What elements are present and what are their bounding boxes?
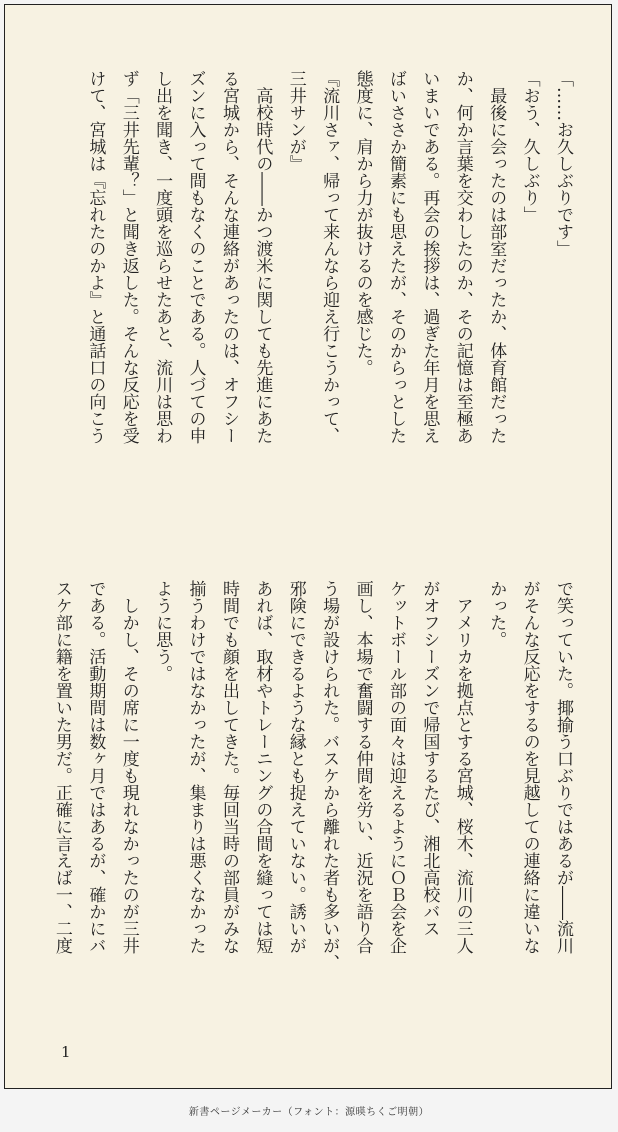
text-line: 高校時代の――かつ渡米に関しても先進にあた <box>252 70 273 444</box>
text-line: ズンに入って間もなくのことである。人づての申 <box>185 70 206 444</box>
text-line: 態度に、肩から力が抜けるのを感じた。 <box>352 70 373 376</box>
text-column-top <box>49 70 579 535</box>
text-line: か、何か言葉を交わしたのか、その記憶は至極あ <box>452 70 473 444</box>
text-line: アメリカを拠点とする宮城、桜木、流川の三人 <box>452 580 473 954</box>
text-line: ケットボール部の面々は迎えるようにＯＢ会を企 <box>385 580 406 954</box>
text-line: かった。 <box>486 580 507 648</box>
text-line: である。活動期間は数ヶ月ではあるが、確かにバ <box>85 580 106 954</box>
text-line: 邪険にできるような縁とも捉えていない。誘いが <box>285 580 306 954</box>
text-line: ように思う。 <box>152 580 173 682</box>
text-line: しかし、その席に一度も現れなかったのが三井 <box>118 580 139 954</box>
text-line: いまいである。再会の挨拶は、過ぎた年月を思え <box>419 70 440 444</box>
text-line: 画し、本場で奮闘する仲間を労い、近況を語り合 <box>352 580 373 954</box>
text-line: る宮城から、そんな連絡があったのは、オフシー <box>218 70 239 444</box>
text-line: 『流川さァ、帰って来んなら迎え行こうかって、 <box>319 70 340 444</box>
text-line: がそんな反応をするのを見越しての連絡に違いな <box>519 580 540 954</box>
text-line: し出を聞き、一度頭を巡らせたあと、流川は思わ <box>152 70 173 444</box>
text-line: あれば、取材やトレーニングの合間を縫っては短 <box>252 580 273 954</box>
text-line: 三井サンが』 <box>285 70 306 172</box>
text-line: 時間でも顔を出してきた。毎回当時の部員がみな <box>218 580 239 954</box>
text-line: スケ部に籍を置いた男だ。正確に言えば一、二度 <box>51 580 72 954</box>
text-column-bottom <box>49 580 579 1005</box>
text-line: う場が設けられた。バスケから離れた者も多いが、 <box>319 580 340 971</box>
text-line: 「おう、久しぶり」 <box>519 70 540 223</box>
page-number: 1 <box>61 1043 71 1061</box>
text-line: 揃うわけではなかったが、集まりは悪くなかった <box>185 580 206 954</box>
text-line: がオフシーズンで帰国するたび、湘北高校バス <box>419 580 440 937</box>
text-line: 「……お久しぶりです」 <box>553 70 573 257</box>
book-page <box>4 4 612 1089</box>
text-line: けて、宮城は『忘れたのかよ』と通話口の向こう <box>85 70 106 444</box>
text-line: ず「三井先輩？」と聞き返した。そんな反応を受 <box>118 70 139 444</box>
footer-credit: 新書ページメーカー（フォント：源暎ちくご明朝） <box>188 1107 430 1118</box>
text-line: 最後に会ったのは部室だったか、体育館だった <box>486 70 507 444</box>
text-line: ばいささか簡素にも思えたが、そのからっとした <box>385 70 406 444</box>
text-line: で笑っていた。揶揄う口ぶりではあるが――流川 <box>553 580 573 954</box>
